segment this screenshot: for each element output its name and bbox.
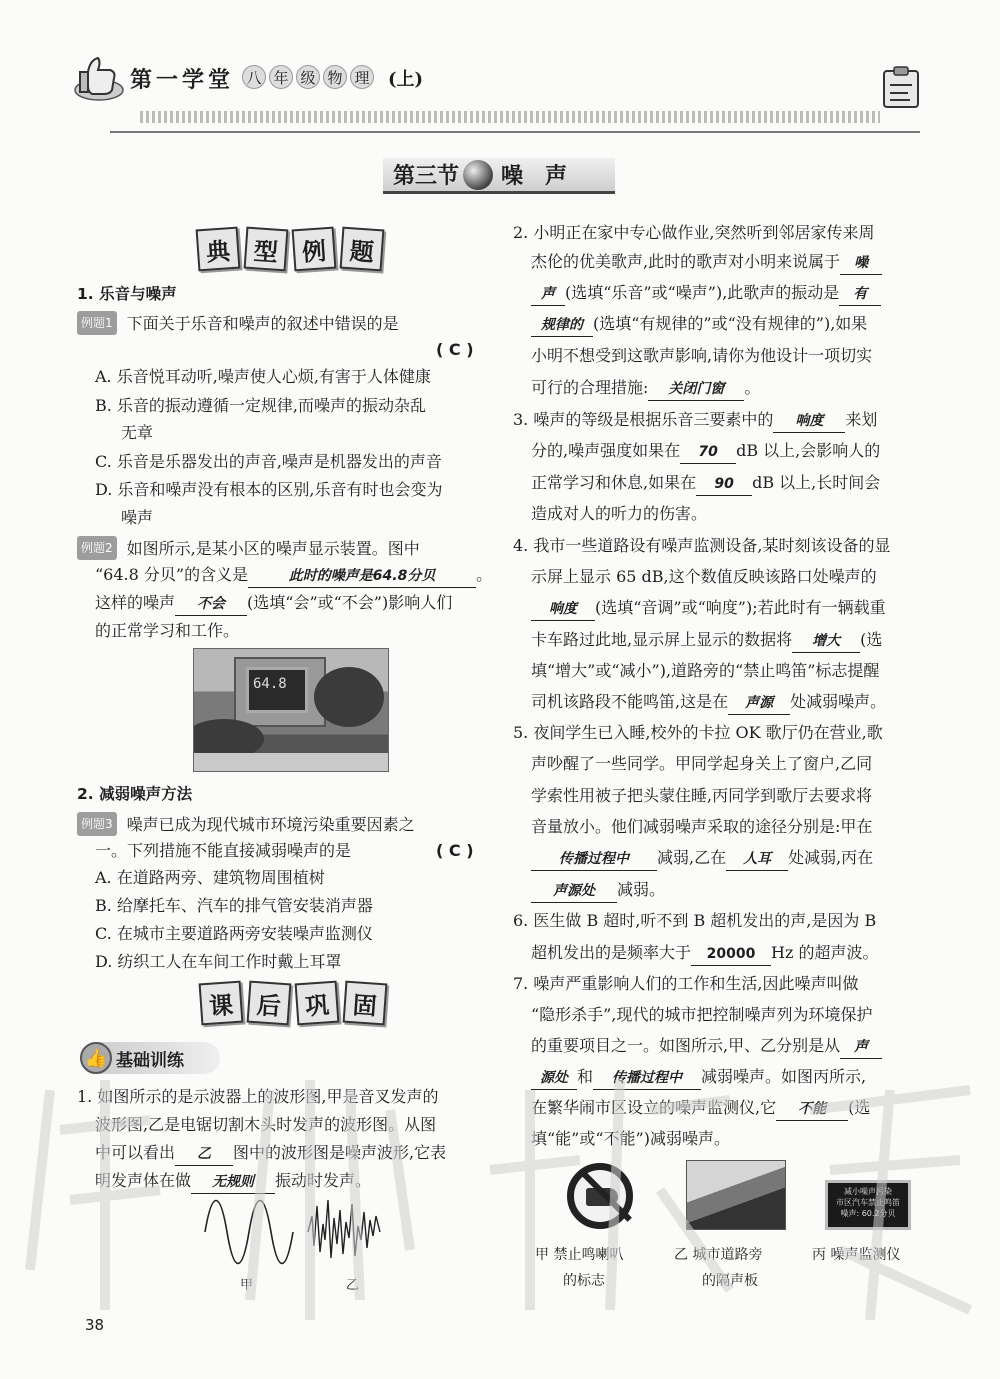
question-text: 。: [744, 378, 761, 397]
answer-blank: 噪: [840, 252, 882, 275]
question-text: 减弱,乙在: [657, 848, 727, 867]
banner-tile: 例: [292, 227, 337, 272]
question-text: 正常学习和休息,如果在: [531, 473, 697, 492]
question-text: 可行的合理措施:: [531, 378, 649, 397]
monitor-text: 减小噪声污染: [844, 1187, 892, 1196]
example-2-line2: [95, 564, 492, 588]
banner-tile: 固: [343, 981, 388, 1026]
practice-banner: [200, 982, 386, 1024]
display-screen: 64.8: [246, 667, 308, 713]
question-text: 噪声已成为现代城市环境污染重要因素之: [126, 815, 415, 834]
tree-shape: [314, 667, 384, 727]
page-header: [70, 45, 925, 115]
question-text: 来划: [845, 410, 878, 429]
answer-blank: 传播过程中: [593, 1067, 701, 1090]
q7-line1: 7. 噪声严重影响人们的工作和生活,因此噪声叫做: [513, 974, 859, 993]
grade-char: 八: [242, 65, 266, 89]
q7-line4: [531, 1066, 866, 1090]
q2-line1: 2. 小明正在家中专心做作业,突然听到邻居家传来周: [513, 223, 875, 242]
question-text: (选填“音调”或“响度”);若此时有一辆载重: [595, 598, 886, 617]
answer-blank: 关闭门窗: [648, 378, 744, 401]
option-c: C. 在城市主要道路两旁安装噪声监测仪: [95, 924, 373, 943]
answer-blank: 有: [839, 283, 881, 306]
q7-line5: [531, 1097, 870, 1121]
answer-bracket: ( C ): [436, 340, 474, 359]
grade-char: 物: [323, 65, 347, 89]
q4-line1: 4. 我市一些道路设有噪声监测设备,某时刻该设备的显: [513, 536, 891, 555]
q4-line6: [531, 691, 886, 715]
q4-line3: [531, 597, 886, 621]
q5-line6: [531, 879, 665, 903]
question-text: (选填“乐音”或“噪声”),此歌声的振动是: [565, 283, 840, 302]
answer-blank: 20000: [691, 943, 771, 966]
question-text: Hz 的超声波。: [771, 943, 879, 962]
question-text: “64.8 分贝”的含义是: [95, 565, 249, 584]
question-text: dB 以上,会影响人的: [736, 441, 881, 460]
q3-line2: [531, 440, 880, 464]
question-text: 司机该路段不能鸣笛,这是在: [531, 692, 729, 711]
example-tag: 例题1: [77, 311, 117, 335]
banner-tile: 型: [244, 227, 289, 272]
question-text: (选填“有规律的”或“没有规律的”),如果: [593, 314, 868, 333]
answer-blank: 不会: [175, 593, 247, 616]
example-tag: 例题2: [77, 536, 117, 560]
q3-line1: [513, 409, 877, 433]
q4-line5: 填“增大”或“减小”),道路旁的“禁止鸣笛”标志提醒: [531, 661, 880, 680]
question-text: 减弱噪声。如图丙所示,: [701, 1067, 867, 1086]
sine-waveform: [205, 1201, 293, 1264]
question-text: 和: [577, 1067, 594, 1086]
noise-waveform: [308, 1200, 380, 1258]
thumbs-up-icon: 👍: [80, 1042, 112, 1074]
q1-line3: [95, 1142, 446, 1166]
answer-blank: 声: [531, 283, 565, 306]
question-text: 。: [476, 565, 493, 584]
topic-heading: 1. 乐音与噪声: [77, 285, 177, 303]
option-a: A. 乐音悦耳动听,噪声使人心烦,有害于人体健康: [95, 367, 431, 386]
question-text: (选填“会”或“不会”)影响人们: [247, 593, 453, 612]
q1-line4: [95, 1170, 371, 1194]
q5-line3: 学索性用被子把头蒙住睡,丙同学到歌厅去要求将: [531, 786, 873, 805]
answer-blank: 无规则: [191, 1171, 275, 1194]
q6-line1: 6. 医生做 B 超时,听不到 B 超机发出的声,是因为 B: [513, 911, 877, 930]
q3-line4: 造成对人的听力的伤害。: [531, 504, 708, 523]
answer-blank: 70: [680, 441, 736, 464]
caption-b-cont: 的隔声板: [702, 1273, 758, 1289]
answer-blank: 响度: [531, 598, 595, 621]
monitor-text: 噪声: 60.2分贝: [840, 1209, 896, 1218]
example-1-stem: [77, 311, 399, 335]
sub-banner-label: 基础训练: [116, 1050, 184, 1071]
caption-b: 乙 城市道路旁: [674, 1247, 763, 1263]
examples-banner: [197, 228, 383, 270]
banner-tile: 题: [340, 227, 385, 272]
noise-display-photo: [193, 648, 389, 772]
answer-blank: 声源: [728, 692, 790, 715]
answer-blank: 90: [696, 473, 752, 496]
q7-line2: “隐形杀手”,现代的城市把控制噪声列为环境保护: [531, 1005, 873, 1024]
answer-blank: 源处: [531, 1067, 577, 1090]
grade-char: 理: [350, 65, 374, 89]
sphere-icon: [463, 160, 493, 190]
option-a: A. 在道路两旁、建筑物周围植树: [95, 868, 325, 887]
q2-line5: 小明不想受到这歌声影响,请你为他设计一项切实: [531, 346, 873, 365]
answer-blank: 响度: [773, 410, 845, 433]
answer-blank: 乙: [175, 1143, 233, 1166]
grade-char: 年: [269, 65, 293, 89]
question-text: 如图所示,是某小区的噪声显示装置。图中: [126, 539, 420, 558]
caption-a: 甲 禁止鸣喇叭: [535, 1247, 624, 1263]
question-text: 下面关于乐音和噪声的叙述中错误的是: [126, 314, 399, 333]
grade-label: [242, 65, 374, 89]
banner-tile: 课: [199, 981, 244, 1026]
section-title: [383, 158, 615, 194]
q5-line4: 音量放小。他们减弱噪声采取的途径分别是:甲在: [531, 817, 873, 836]
answer-bracket: ( C ): [436, 841, 474, 860]
example-tag: 例题3: [77, 812, 117, 836]
grade-char: 级: [296, 65, 320, 89]
option-d: D. 纺织工人在车间工作时戴上耳罩: [95, 952, 342, 971]
q6-line2: [531, 942, 879, 966]
option-b: B. 乐音的振动遵循一定规律,而噪声的振动杂乱: [95, 396, 427, 415]
no-honking-sign: [567, 1163, 633, 1229]
question-text: 明发声体在做: [95, 1171, 192, 1190]
sound-barrier-photo: [686, 1160, 786, 1230]
section-number: 第三节: [393, 163, 460, 189]
question-text: 这样的噪声: [95, 593, 176, 612]
answer-blank: 此时的噪声是64.8分贝: [248, 565, 476, 588]
waveform-figure: [200, 1196, 390, 1268]
ground: [194, 753, 389, 772]
q4-line2: 示屏上显示 65 dB,这个数值反映该路口处噪声的: [531, 567, 877, 586]
option-d-cont: 噪声: [121, 508, 154, 527]
wave-label-b: 乙: [346, 1278, 360, 1293]
question-text: 处减弱噪声。: [790, 692, 887, 711]
q2-line3: [531, 282, 881, 306]
question-text: 杰伦的优美歌声,此时的歌声对小明来说属于: [531, 252, 841, 271]
brand-title: 第一学堂: [130, 67, 235, 93]
example-3-line1: [77, 812, 415, 836]
question-text: 分的,噪声强度如果在: [531, 441, 681, 460]
q2-line6: [531, 377, 760, 401]
monitor-text: 市区汽车禁止鸣笛: [836, 1198, 900, 1207]
example-2-line1: [77, 536, 420, 560]
option-d: D. 乐音和噪声没有根本的区别,乐音有时也会变为: [95, 480, 443, 499]
noise-monitor: [825, 1180, 911, 1230]
banner-tile: 典: [196, 227, 241, 272]
answer-blank: 传播过程中: [531, 848, 657, 871]
q4-line4: [531, 629, 882, 653]
banner-tile: 后: [247, 981, 292, 1026]
q3-line3: [531, 472, 880, 496]
section-name: 噪声: [501, 163, 590, 189]
question-text: 3. 噪声的等级是根据乐音三要素中的: [513, 410, 774, 429]
grade-suffix: (上): [388, 69, 424, 90]
q1-line2: 波形图,乙是电锯切割木头时发声的波形图。从图: [95, 1115, 437, 1134]
page-number: 38: [85, 1316, 105, 1334]
q7-line6: 填“能”或“不能”)减弱噪声。: [531, 1129, 730, 1148]
basic-training-banner: [80, 1042, 220, 1074]
q5-line5: [531, 847, 873, 871]
question-text: 中可以看出: [95, 1143, 176, 1162]
question-text: 图中的波形图是噪声波形,它表: [233, 1143, 447, 1162]
question-text: 减弱。: [617, 880, 666, 899]
answer-blank: 不能: [776, 1098, 848, 1121]
example-3-line2: 一。下列措施不能直接减弱噪声的是: [95, 841, 352, 860]
topic-heading: 2. 减弱噪声方法: [77, 785, 193, 803]
caption-a-cont: 的标志: [563, 1273, 605, 1289]
question-text: 处减弱,丙在: [788, 848, 874, 867]
example-2-line4: 的正常学习和工作。: [95, 621, 240, 640]
q1-line1: 1. 如图所示的是示波器上的波形图,甲是音叉发声的: [77, 1087, 439, 1106]
header-divider: [110, 131, 920, 133]
wave-label-a: 甲: [240, 1278, 254, 1293]
answer-blank: 声源处: [531, 880, 617, 903]
option-c: C. 乐音是乐器发出的声音,噪声是机器发出的声音: [95, 452, 442, 471]
example-2-line3: [95, 592, 452, 616]
question-text: (选: [860, 630, 883, 649]
question-text: dB 以上,长时间会: [752, 473, 881, 492]
q2-line4: [531, 313, 867, 337]
question-text: 的重要项目之一。如图所示,甲、乙分别是从: [531, 1036, 841, 1055]
question-text: 卡车路过此地,显示屏上显示的数据将: [531, 630, 793, 649]
thumbs-up-icon: [70, 50, 128, 108]
answer-blank: 增大: [792, 630, 860, 653]
banner-tile: 巩: [295, 981, 340, 1026]
question-text: 振动时发声。: [275, 1171, 372, 1190]
option-b: B. 给摩托车、汽车的排气管安装消声器: [95, 896, 373, 915]
option-b-cont: 无章: [121, 423, 154, 442]
answer-blank: 声: [840, 1036, 882, 1059]
q5-line1: 5. 夜间学生已入睡,校外的卡拉 OK 歌厅仍在营业,歌: [513, 723, 883, 742]
question-text: (选: [848, 1098, 871, 1117]
header-rule: [140, 111, 880, 123]
question-text: 超机发出的是频率大于: [531, 943, 692, 962]
answer-blank: 规律的: [531, 314, 593, 337]
q5-line2: 声吵醒了一些同学。甲同学起身关上了窗户,乙同: [531, 754, 873, 773]
q2-line2: [531, 251, 882, 275]
clipboard-icon: [880, 65, 922, 109]
caption-c: 丙 噪声监测仪: [812, 1247, 901, 1263]
answer-blank: 人耳: [726, 848, 788, 871]
question-text: 在繁华闹市区设立的噪声监测仪,它: [531, 1098, 777, 1117]
q7-line3: [531, 1035, 882, 1059]
